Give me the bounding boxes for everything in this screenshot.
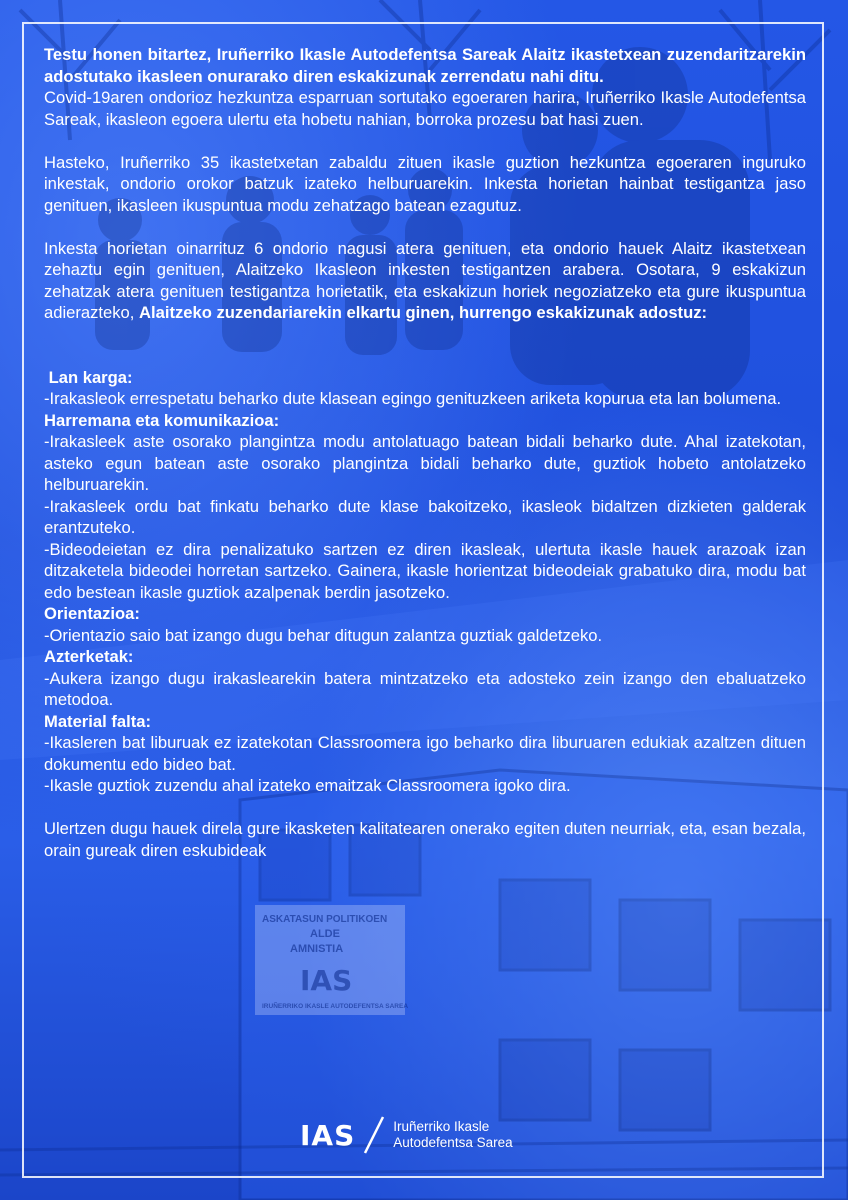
spacer	[44, 324, 806, 346]
section-heading: Lan karga:	[44, 367, 133, 387]
demands-text: Osotara, 9 eskakizun zehatzak atera genituen testigantza horietatik, eta eskakizun horiek negoziatzeko eta gure ikuspuntua adierazteko,	[44, 260, 806, 322]
banner-line2: ALDE	[310, 928, 340, 940]
paragraph-survey: Hasteko, Iruñerriko 35 ikastetxetan zabaldu zituen ikasle guztion hezkuntza egoeraren inguruko inkestak, ondorio orokor batzuk izateko helburuarekin. Inkesta horietan hainbat testigantza jaso genituen, ikasleen ikuspuntua modu zehatzago batean ezagutuz.	[44, 152, 806, 215]
section-heading: Harremana eta komunikazioa:	[44, 410, 280, 430]
document-body	[44, 44, 806, 861]
slash-icon	[361, 1115, 387, 1155]
agreement-text: Alaitzeko zuzendariarekin elkartu ginen, hurrengo eskakizunak adostuz:	[139, 303, 708, 322]
conclusions-text: Inkesta horietan oinarrituz 6 ondorio nagusi atera genituen, eta ondorio hauek Alaitz ikastetxean zehaztu egin genituen, Alaitzeko Ikasleon inkesten testigantzen arabera.	[44, 238, 806, 279]
section-heading: Azterketak:	[44, 647, 134, 666]
spacer	[44, 130, 806, 152]
section-heading: Material falta:	[44, 711, 151, 731]
intro-statement: Testu honen bitartez, Iruñerriko Ikasle Autodefentsa Sareak Alaitz ikastetxean zuzendaritzarekin adostutako ikasleen onurarako diren eskakizunak zerrendatu nahi ditu.	[44, 45, 806, 86]
section-item: -Orientazio saio bat izango dugu behar ditugun zalantza guztiak galdetzeko.	[44, 625, 603, 645]
banner-subtitle: IRUÑERRIKO IKASLE AUTODEFENTSA SAREA	[262, 1003, 409, 1010]
section-item: -Aukera izango dugu irakaslearekin batera mintzatzeko eta adosteko zein izango den ebaluatzeko metodoa.	[44, 668, 806, 709]
spacer	[44, 797, 806, 819]
section-workload	[44, 367, 806, 410]
closing-paragraph: Ulertzen dugu hauek direla gure ikasketen kalitatearen onerako egiten duten neurriak, eta, esan bezala, orain gureak diren eskubideak	[44, 819, 806, 860]
section-exams	[44, 646, 806, 711]
section-communication	[44, 410, 806, 604]
logo-mark: IAS	[300, 1118, 356, 1152]
banner-line1: ASKATASUN POLITIKOEN	[262, 914, 388, 925]
logo-wordmark	[393, 1119, 512, 1151]
paragraph-conclusions	[44, 238, 806, 324]
banner-mark: IAS	[300, 964, 353, 997]
ias-logo	[300, 1112, 540, 1158]
section-item: -Irakasleek ordu bat finkatu beharko dute klase bakoitzeko, ikasleok bidaltzen dizkieten galderak erantzuteko.	[44, 496, 806, 537]
section-item: -Bideodeietan ez dira penalizatuko sartzen ez diren ikasleak, ulertuta ikasle hauek arazoak izan ditzaketela bideodei horretan sartzeko. Gainera, ikasle horientzat bideodeiak grabatuko dira, modu bat edo bestean ikasle guztiok azalpenak berdin jasotzeko.	[44, 539, 806, 602]
section-orientation	[44, 603, 806, 646]
section-item: -Irakasleek aste osorako plangintza modu antolatuago batean bidali beharko dute. Ahal izatekotan, asteko egun batean aste osorako plangintza bidali beharko dute, guztiok hobeto antolatzeko helburuarekin.	[44, 432, 806, 494]
paragraph-context: Covid-19aren ondorioz hezkuntza esparruan sortutako egoeraren harira, Iruñerriko Ikasle Autodefentsa Sareak, ikasleon egoera ulertu eta hobetu nahian, borroka prozesu bat hasi zuen.	[44, 88, 806, 129]
spacer	[44, 345, 806, 367]
logo-line1: Iruñerriko Ikasle	[393, 1119, 490, 1134]
section-materials	[44, 711, 806, 797]
logo-line2: Autodefentsa Sarea	[393, 1135, 513, 1150]
spacer	[44, 216, 806, 238]
section-heading: Orientazioa:	[44, 604, 140, 623]
section-item: -Irakasleok errespetatu beharko dute klasean egingo genituzkeen ariketa kopurua eta lan bolumena.	[44, 389, 782, 408]
banner-line3: AMNISTIA	[290, 943, 344, 955]
section-item: -Ikasleren bat liburuak ez izatekotan Classroomera igo beharko dira liburuaren edukiak azaltzen dituen dokumentu edo bideo bat.	[44, 733, 806, 774]
section-item: -Ikasle guztiok zuzendu ahal izateko emaitzak Classroomera igoko dira.	[44, 776, 571, 795]
